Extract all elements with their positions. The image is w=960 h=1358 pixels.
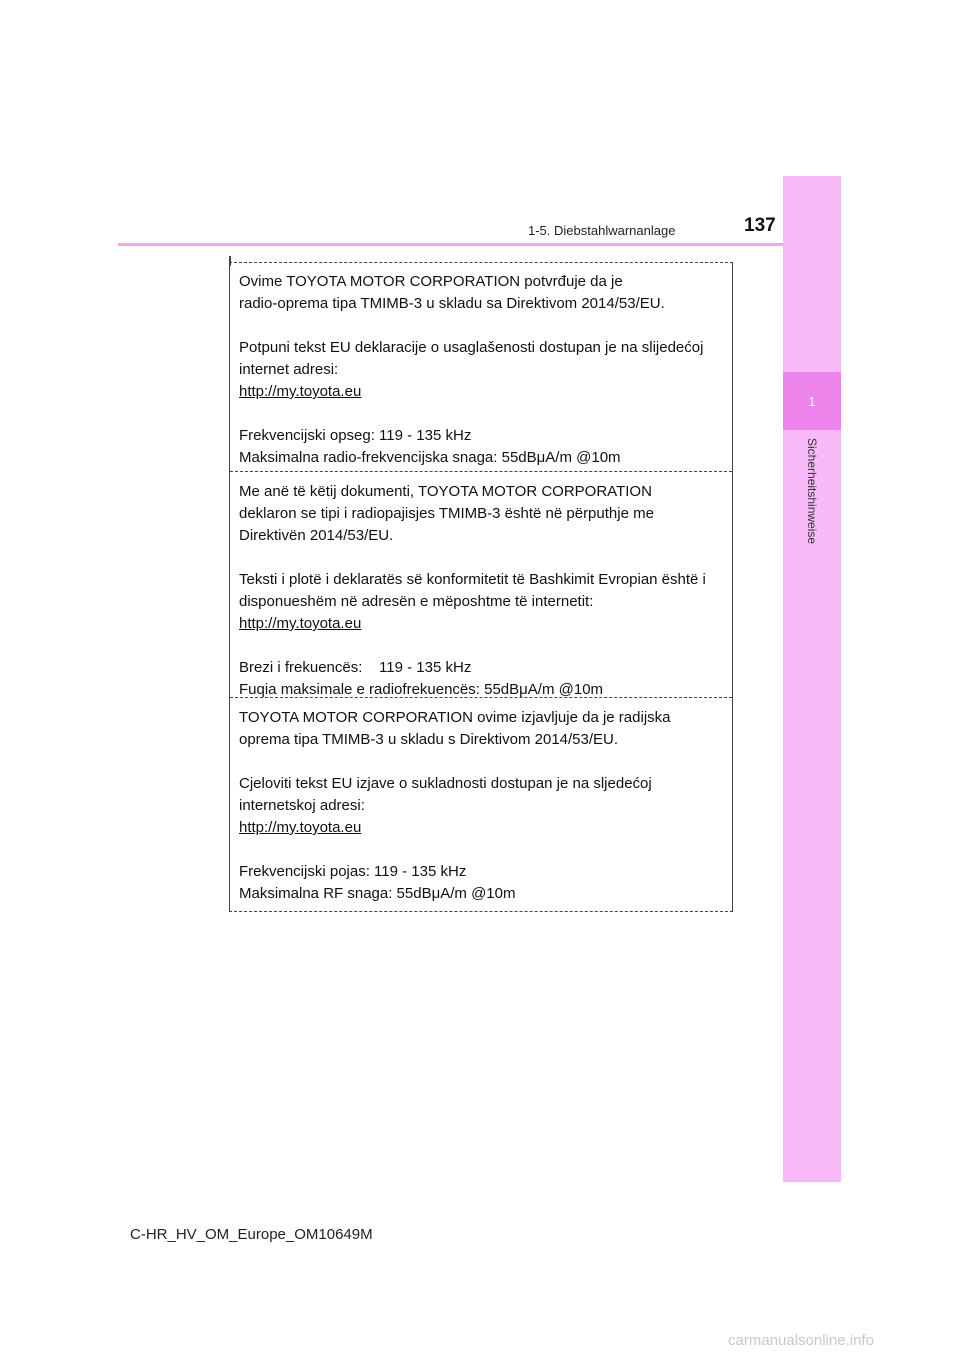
declaration-box bbox=[229, 262, 733, 912]
declaration-block-bosnian bbox=[230, 263, 732, 469]
frequency-line: Brezi i frekuencës: 119 - 135 kHz bbox=[239, 659, 472, 676]
watermark: carmanualsonline.info bbox=[728, 1332, 874, 1349]
document-code: C-HR_HV_OM_Europe_OM10649M bbox=[130, 1226, 373, 1243]
chapter-side-tab bbox=[783, 176, 841, 1182]
header-rule bbox=[118, 243, 783, 246]
declaration-line: radio-oprema tipa TMIMB-3 u skladu sa Direktivom 2014/53/EU. bbox=[239, 295, 665, 312]
declaration-line: oprema tipa TMIMB-3 u skladu s Direktivom 2014/53/EU. bbox=[239, 731, 619, 748]
frequency-line: Frekvencijski pojas: 119 - 135 kHz bbox=[239, 863, 467, 880]
declaration-line: deklaron se tipi i radiopajisjes TMIMB-3 është në përputhje me bbox=[239, 505, 654, 522]
notice-line: Teksti i plotë i deklaratës së konformitetit të Bashkimit Evropian është i bbox=[239, 571, 706, 588]
declaration-line: Direktivën 2014/53/EU. bbox=[239, 527, 394, 544]
declaration-block-croatian bbox=[230, 699, 732, 905]
frequency-line: Frekvencijski opseg: 119 - 135 kHz bbox=[239, 427, 472, 444]
declaration-link[interactable]: http://my.toyota.eu bbox=[239, 383, 362, 400]
section-divider bbox=[230, 697, 732, 698]
power-line: Fuqia maksimale e radiofrekuencës: 55dBμA/m @10m bbox=[239, 681, 604, 698]
notice-line: internet adresi: bbox=[239, 361, 339, 378]
declaration-line: Me anë të këtij dokumenti, TOYOTA MOTOR CORPORATION bbox=[239, 483, 652, 500]
notice-line: disponueshëm në adresën e mëposhtme të internetit: bbox=[239, 593, 594, 610]
declaration-link[interactable]: http://my.toyota.eu bbox=[239, 615, 362, 632]
page-number: 137 bbox=[744, 215, 776, 236]
notice-line: Potpuni tekst EU deklaracije o usaglašenosti dostupan je na slijedećoj bbox=[239, 339, 704, 356]
notice-line: internetskoj adresi: bbox=[239, 797, 365, 814]
power-line: Maksimalna radio-frekvencijska snaga: 55dBμA/m @10m bbox=[239, 449, 621, 466]
section-title: 1-5. Diebstahlwarnanlage bbox=[528, 223, 676, 238]
declaration-link[interactable]: http://my.toyota.eu bbox=[239, 819, 362, 836]
declaration-line: TOYOTA MOTOR CORPORATION ovime izjavljuje da je radijska bbox=[239, 709, 671, 726]
chapter-number-tab[interactable]: 1 bbox=[783, 372, 841, 430]
notice-line: Cjeloviti tekst EU izjave o sukladnosti dostupan je na sljedećoj bbox=[239, 775, 652, 792]
chapter-label: Sicherheitshinweise bbox=[805, 438, 819, 545]
declaration-block-albanian bbox=[230, 473, 732, 701]
power-line: Maksimalna RF snaga: 55dBμA/m @10m bbox=[239, 885, 516, 902]
section-divider bbox=[230, 471, 732, 472]
declaration-line: Ovime TOYOTA MOTOR CORPORATION potvrđuje da je bbox=[239, 273, 623, 290]
